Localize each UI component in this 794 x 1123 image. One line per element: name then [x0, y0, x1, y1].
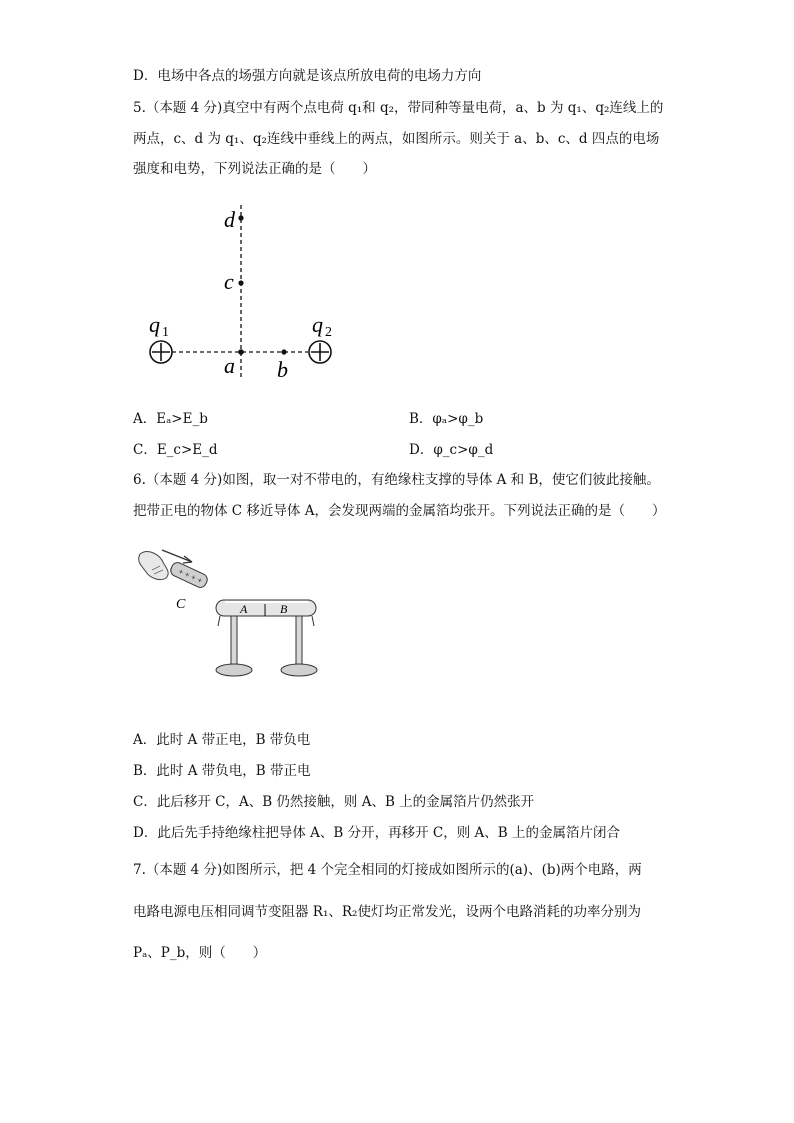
- label-c: C: [176, 597, 186, 612]
- foil-leaf-a: [218, 616, 220, 626]
- q6-option-a: A．此时 A 带正电，B 带负电: [133, 732, 311, 748]
- label-a: a: [224, 353, 235, 378]
- q6-induction-figure: [130, 542, 330, 682]
- point-c: [238, 280, 243, 285]
- label-c: c: [224, 269, 234, 294]
- charge-q1-symbol: [150, 341, 172, 363]
- q6-option-b: B．此时 A 带负电，B 带正电: [133, 763, 311, 779]
- q5-stem-line1: 5.（本题 4 分)真空中有两个点电荷 q₁和 q₂，带同种等量电荷，a、b 为 q₁、q₂连线上的: [133, 100, 664, 116]
- label-q1-subscript: 1: [162, 325, 169, 340]
- motion-arrow: [162, 550, 192, 562]
- q6-stem-line1: 6.（本题 4 分)如图，取一对不带电的，有绝缘柱支撑的导体 A 和 B，使它们彼此接触。: [133, 472, 660, 488]
- q5-stem-line2: 两点，c、d 为 q₁、q₂连线中垂线上的两点，如图所示。则关于 a、b、c、d 四点的电场: [133, 131, 660, 147]
- q5-option-b: B．φₐ>φ_b: [409, 411, 484, 427]
- q5-option-d: D．φ_c>φ_d: [409, 442, 494, 458]
- label-b: b: [277, 357, 288, 382]
- q5-option-c: C．E_c>E_d: [133, 442, 218, 458]
- label-d: d: [224, 207, 235, 232]
- q5-charge-figure: [140, 195, 380, 395]
- q7-stem-line3: Pₐ、P_b，则（ ）: [133, 945, 267, 961]
- q6-option-d: D．此后先手持绝缘柱把导体 A、B 分开，再移开 C，则 A、B 上的金属箔片闭合: [133, 825, 620, 841]
- point-d: [238, 215, 243, 220]
- hand-icon: [139, 552, 168, 580]
- label-separator: |: [263, 602, 268, 616]
- point-a: [238, 349, 244, 355]
- q5-stem-line3: 强度和电势，下列说法正确的是（ ）: [133, 161, 376, 177]
- q4-option-d: D．电场中各点的场强方向就是该点所放电荷的电场力方向: [133, 68, 482, 84]
- insulating-stand-a: [216, 616, 252, 676]
- q6-option-c: C．此后移开 C，A、B 仍然接触，则 A、B 上的金属箔片仍然张开: [133, 794, 535, 810]
- label-a: A: [240, 602, 248, 616]
- charged-rod-c: [169, 561, 209, 590]
- q7-stem-line2: 电路电源电压相同调节变阻器 R₁、R₂使灯均正常发光，设两个电路消耗的功率分别为: [133, 904, 641, 920]
- insulating-stand-b: [281, 616, 317, 676]
- q7-stem-line1: 7.（本题 4 分)如图所示，把 4 个完全相同的灯接成如图所示的(a)、(b)两个电路，两: [133, 862, 642, 878]
- svg-text:+ + + +: + + + +: [176, 566, 204, 586]
- foil-leaf-b: [312, 616, 314, 626]
- label-q1: q: [149, 312, 160, 337]
- label-b: B: [280, 602, 288, 616]
- point-b: [281, 349, 286, 354]
- label-q2-subscript: 2: [325, 325, 332, 340]
- charge-q2-symbol: [309, 341, 331, 363]
- q5-option-a: A．Eₐ>E_b: [133, 411, 208, 427]
- q6-stem-line2: 把带正电的物体 C 移近导体 A，会发现两端的金属箔均张开。下列说法正确的是（ ）: [133, 503, 666, 519]
- label-q2: q: [312, 312, 323, 337]
